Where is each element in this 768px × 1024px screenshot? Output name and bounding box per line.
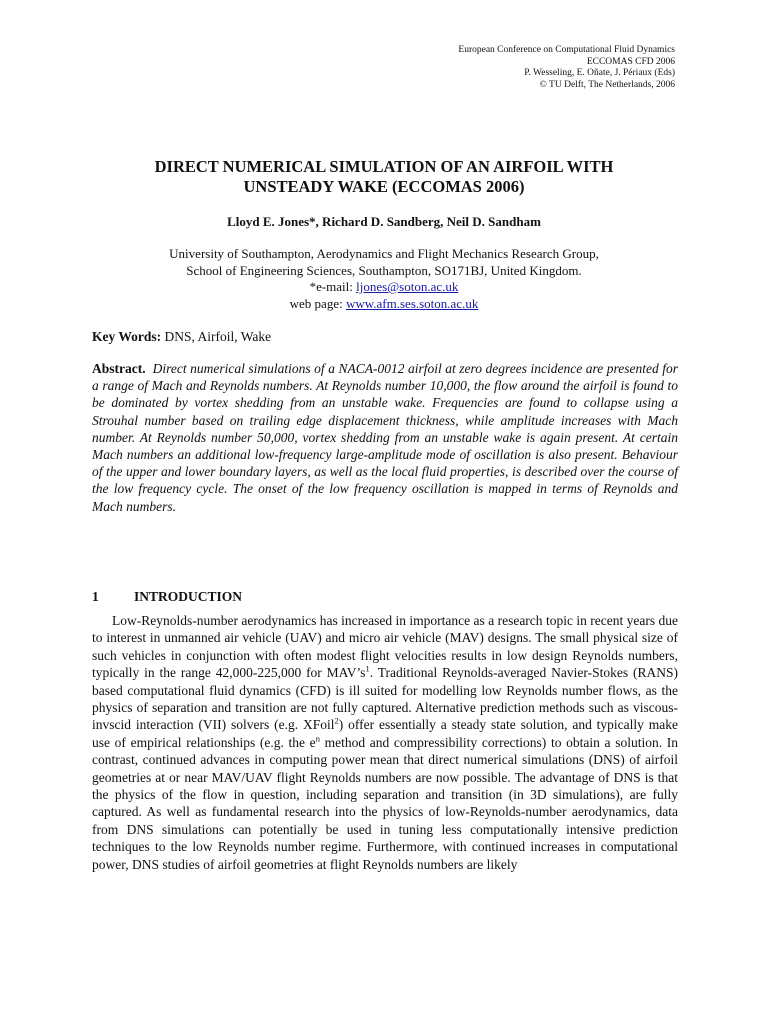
email-link[interactable]: ljones@soton.ac.uk (356, 279, 459, 294)
citation-1: 1 (365, 663, 370, 674)
section-number: 1 (92, 589, 99, 604)
abstract-text: Direct numerical simulations of a NACA-0012 airfoil at zero degrees incidence are presented for a range of Mach and Reynolds numbers. At Reynolds number 10,000, the flow around the airfoil is found to be dominated by vortex shedding from an unstable wake. Frequencies are found to collapse using a Strouhal number based on trailing edge displacement thickness, while amplitude increases with Mach number. At Reynolds number 50,000, vortex shedding from an unstable wake is again present. At certain Mach numbers an additional low-frequency large-amplitude mode of oscillation is also present. Behaviour of the upper and lower boundary layers, as well as the local fluid properties, is described over the course of the low frequency cycle. The onset of the low frequency oscillation is mapped in terms of Reynolds and Mach numbers. (92, 361, 679, 514)
header-line-conference: European Conference on Computational Fluid Dynamics (458, 45, 675, 55)
header-line-editors: P. Wesseling, E. Oñate, J. Périaux (Eds) (524, 68, 675, 78)
header-line-copyright: © TU Delft, The Netherlands, 2006 (539, 79, 675, 90)
abstract-label: Abstract. (92, 361, 146, 376)
title-line-2: UNSTEADY WAKE (ECCOMAS 2006) (243, 177, 525, 196)
section-heading-introduction (92, 588, 678, 605)
affiliation-line-2: School of Engineering Sciences, Southampton, SO171BJ, United Kingdom. (186, 262, 582, 278)
affiliation-block (80, 246, 688, 312)
affiliation-line-1: University of Southampton, Aerodynamics and Flight Mechanics Research Group, (169, 246, 599, 261)
intro-text-3: ) offer essentially a steady state solution, and typically make use of empirical relationships (e.g. the e (92, 717, 679, 750)
paper-title (80, 157, 688, 197)
abstract-block (92, 360, 678, 515)
email-line (80, 279, 688, 296)
author-list: Lloyd E. Jones*, Richard D. Sandberg, Neil D. Sandham (227, 214, 541, 229)
intro-text-2: . Traditional Reynolds-averaged Navier-Stokes (RANS) based computational fluid dynamics (CFD) is ill suited for modelling low Reynolds number flows, as the physics of separation and transition are not fully captured. Alternative prediction methods such as viscous-invscid interaction (VII) solvers (e.g. XFoil (92, 665, 678, 733)
introduction-paragraph (92, 612, 678, 873)
keywords-label: Key Words: (92, 329, 162, 344)
title-line-1: DIRECT NUMERICAL SIMULATION OF AN AIRFOIL WITH (154, 157, 614, 176)
citation-2: 2 (334, 715, 339, 726)
web-line (80, 296, 688, 313)
intro-text-4: method and compressibility corrections) to obtain a solution. In contrast, continued advances in computing power mean that direct numerical simulations (DNS) of airfoil geometries at or near MAV/UAV flight Reynolds numbers are now possible. The advantage of DNS is that the physics of the flow in question, including separation and transition (in 3D simulations), are fully captured. As well as fundamental research into the physics of low-Reynolds-number aerodynamics, data from DNS simulations can potentially be used in tuning less computationally intensive prediction techniques to the low Reynolds number regime. Furthermore, with continued increases in computational power, DNS studies of airfoil geometries at flight Reynolds numbers are likely (92, 734, 678, 872)
web-label: web page: (289, 295, 346, 311)
intro-text-1: Low-Reynolds-number aerodynamics has increased in importance as a research topic in recent years due to interest in unmanned air vehicle (UAV) and micro air vehicle (MAV) designs. The small physical size of such vehicles in conjunction with often modest flight velocities results in low design Reynolds numbers, typically in the range 42,000-225,000 for MAV’s (92, 613, 678, 681)
superscript-n: n (315, 733, 320, 744)
email-label: *e-mail: (309, 279, 357, 294)
conference-header (458, 45, 675, 91)
keywords-line (92, 328, 678, 345)
header-line-event: ECCOMAS CFD 2006 (586, 56, 675, 67)
section-title: INTRODUCTION (134, 589, 243, 604)
keywords-value: DNS, Airfoil, Wake (161, 329, 272, 344)
web-link[interactable]: www.afm.ses.soton.ac.uk (345, 295, 479, 311)
